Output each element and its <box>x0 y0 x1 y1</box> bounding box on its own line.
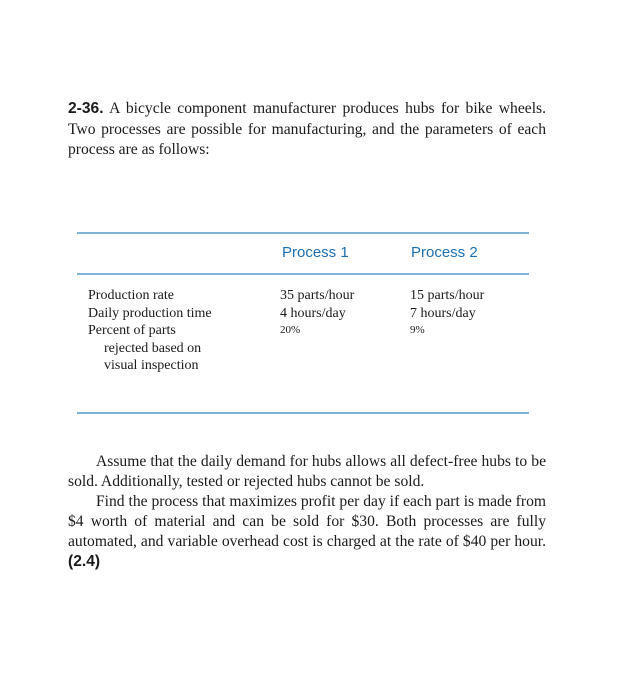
process-1-value: 4 hours/day <box>280 305 346 321</box>
problem-statement <box>68 99 546 161</box>
header-process-1: Process 1 <box>282 244 349 261</box>
table-top-rule <box>77 232 529 234</box>
problem-body <box>68 452 546 572</box>
process-2-value: 9% <box>410 324 425 336</box>
table-header-rule <box>77 273 529 275</box>
row-label: Production rate <box>88 288 174 303</box>
row-label: Daily production time <box>88 305 212 321</box>
problem-intro-text: A bicycle component manufacturer produces hubs for bike wheels. Two processes are possible for manufacturing, and the parameters of each process are as follows: <box>68 100 546 158</box>
question-paragraph <box>68 492 546 572</box>
process-2-value: 7 hours/day <box>410 305 476 321</box>
row-label-continuation: visual inspection <box>104 358 199 373</box>
section-reference: (2.4) <box>68 553 101 570</box>
row-label: Percent of parts <box>88 323 176 338</box>
process-1-value: 35 parts/hour <box>280 288 355 303</box>
assumption-paragraph: Assume that the daily demand for hubs allows all defect-free hubs to be sold. Additionally, tested or rejected hubs cannot be sold. <box>68 453 546 490</box>
header-process-2: Process 2 <box>411 244 478 261</box>
table-bottom-rule <box>77 412 529 414</box>
question-text: Find the process that maximizes profit per day if each part is made from $4 worth of material and can be sold for $30. Both processes are fully automated, and variable overhead cost is charged at the rate of $40 per hour. <box>68 493 546 550</box>
problem-intro <box>68 99 546 161</box>
process-1-value: 20% <box>280 324 301 336</box>
problem-number: 2-36. <box>68 100 104 117</box>
row-label-continuation: rejected based on <box>104 340 202 356</box>
process-2-value: 15 parts/hour <box>410 288 485 303</box>
